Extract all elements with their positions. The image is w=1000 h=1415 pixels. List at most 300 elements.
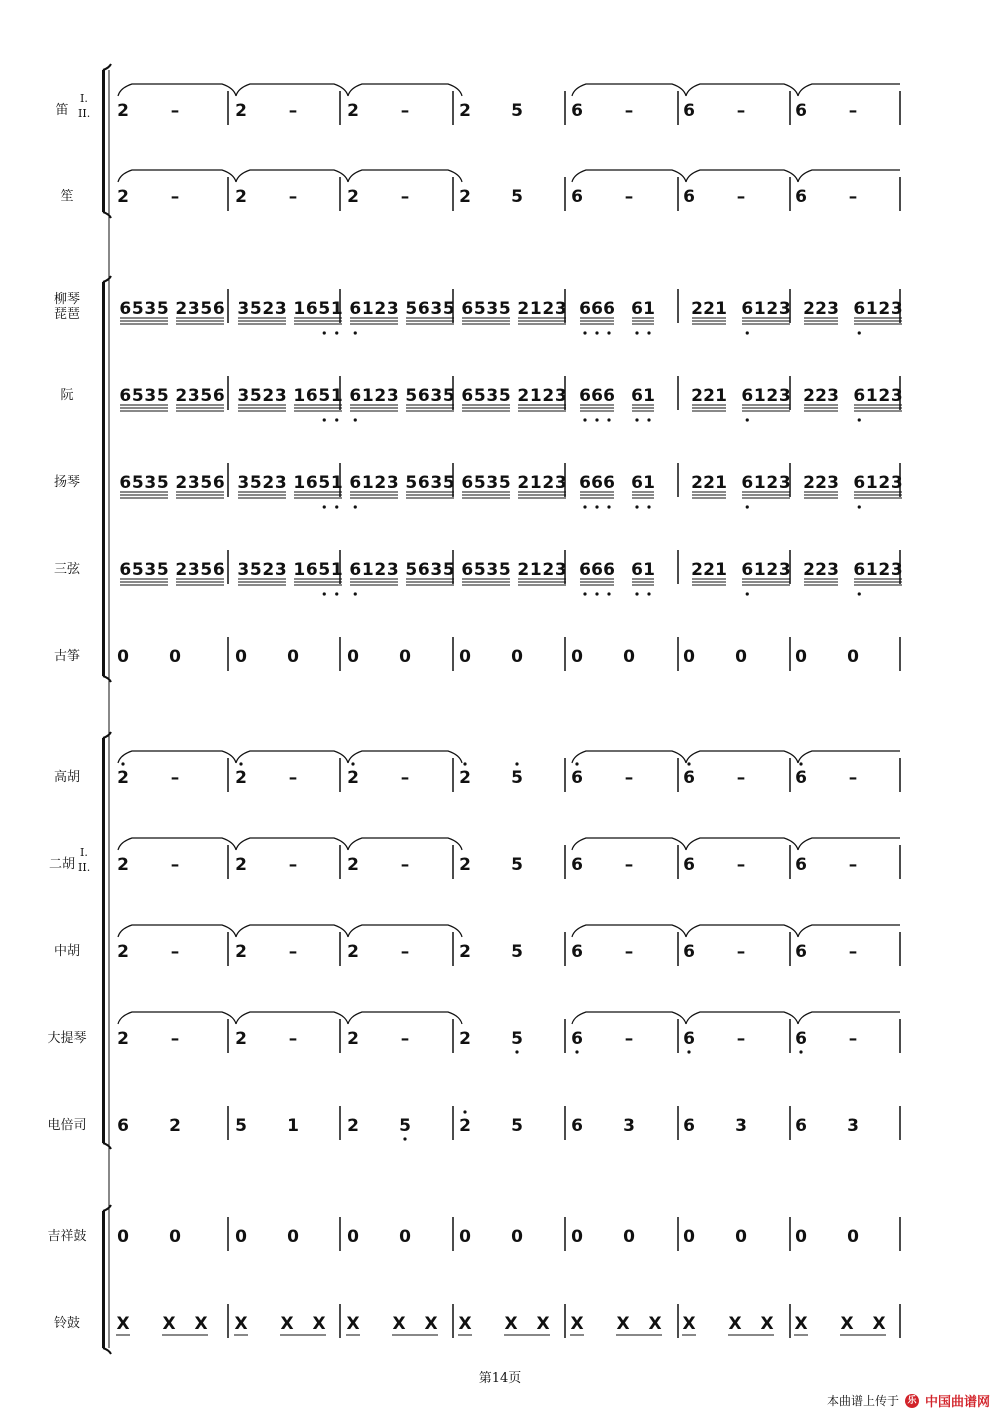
sixteenth-group — [461, 386, 510, 411]
sixteenth-group — [691, 299, 727, 324]
instrument-label-2: 琵琶 — [53, 307, 81, 322]
sixteenth-group — [119, 560, 168, 585]
octave-dot — [463, 1110, 466, 1113]
octave-dot — [323, 505, 326, 508]
note: 1 — [753, 473, 766, 493]
measure-3 — [349, 560, 454, 596]
hold-dash: – — [624, 187, 634, 207]
measure-6 — [683, 101, 745, 121]
note: 0 — [735, 1227, 747, 1247]
note: 6 — [795, 101, 807, 121]
octave-dot — [746, 331, 749, 334]
measure-5 — [579, 386, 655, 422]
measure-4 — [459, 647, 523, 667]
note: 5 — [131, 473, 144, 493]
hit: X — [682, 1314, 696, 1334]
hold-dash: – — [848, 768, 858, 788]
note: 3 — [554, 473, 567, 493]
hold-dash: – — [288, 942, 298, 962]
note: 6 — [305, 473, 318, 493]
hit: X — [570, 1314, 584, 1334]
octave-dot — [746, 592, 749, 595]
note: 6 — [631, 299, 643, 319]
note: 6 — [119, 386, 132, 406]
measure-3 — [347, 1227, 411, 1247]
slur — [348, 751, 462, 763]
octave-dot — [515, 762, 518, 765]
measure-7 — [795, 855, 857, 875]
note: 2 — [235, 855, 247, 875]
slur — [118, 925, 236, 937]
bracket-bar — [102, 738, 105, 1143]
note: 1 — [865, 473, 878, 493]
slur — [798, 751, 900, 763]
octave-dot — [799, 1050, 802, 1053]
measure-5 — [571, 647, 635, 667]
note: 2 — [459, 942, 471, 962]
note: 2 — [117, 187, 129, 207]
note: 2 — [878, 386, 891, 406]
octave-dot — [595, 592, 598, 595]
note: 1 — [361, 560, 374, 580]
hit: X — [840, 1314, 854, 1334]
hold-dash: – — [400, 855, 410, 875]
sixteenth-group — [579, 473, 615, 509]
octave-dot — [647, 505, 650, 508]
sixteenth-group — [853, 299, 902, 335]
note: 2 — [815, 299, 827, 319]
note: 6 — [212, 560, 225, 580]
staff-sheng — [60, 170, 900, 211]
note: 5 — [511, 187, 523, 207]
measure-5 — [571, 1029, 633, 1054]
measure-4 — [459, 101, 523, 121]
note: 6 — [741, 386, 754, 406]
note: 3 — [187, 386, 200, 406]
note: 2 — [766, 299, 779, 319]
note: 2 — [175, 386, 188, 406]
slur — [118, 84, 236, 96]
note: 2 — [117, 768, 129, 788]
note: 5 — [442, 299, 455, 319]
note: 2 — [347, 101, 359, 121]
octave-dot — [647, 331, 650, 334]
bracket-hook-bottom — [103, 212, 111, 218]
note: 3 — [187, 560, 200, 580]
measure-2 — [235, 1227, 299, 1247]
note: 1 — [865, 386, 878, 406]
note: 2 — [703, 473, 715, 493]
note: 6 — [853, 386, 866, 406]
note: 3 — [554, 299, 567, 319]
note: 1 — [865, 299, 878, 319]
note: 5 — [131, 560, 144, 580]
sixteenth-group — [175, 473, 224, 498]
note: 3 — [274, 386, 287, 406]
note: 5 — [405, 560, 418, 580]
slur — [572, 838, 686, 850]
octave-dot — [595, 505, 598, 508]
note: 2 — [235, 187, 247, 207]
octave-dot — [583, 418, 586, 421]
hold-dash: – — [624, 855, 634, 875]
bracket-hook-top — [103, 732, 111, 738]
note: 5 — [405, 473, 418, 493]
note: 6 — [795, 768, 807, 788]
measure-4 — [459, 855, 523, 875]
note: 1 — [293, 473, 306, 493]
note: 2 — [235, 101, 247, 121]
measure-6 — [683, 855, 745, 875]
measure-5 — [571, 855, 633, 875]
sixteenth-group — [349, 299, 398, 335]
note: 2 — [169, 1116, 181, 1136]
note: 6 — [603, 473, 615, 493]
staff-dianbeisi — [47, 1106, 900, 1141]
hold-dash: – — [736, 1029, 746, 1049]
note: 6 — [853, 560, 866, 580]
note: 5 — [511, 1029, 523, 1049]
slur — [348, 925, 462, 937]
note: 0 — [347, 1227, 359, 1247]
sixteenth-group — [517, 386, 566, 411]
note: 2 — [262, 386, 275, 406]
hit: X — [194, 1314, 208, 1334]
note: 5 — [318, 560, 331, 580]
measure-1 — [117, 1029, 179, 1049]
note: 0 — [287, 647, 299, 667]
note: 0 — [287, 1227, 299, 1247]
note: 3 — [623, 1116, 635, 1136]
note: 2 — [262, 560, 275, 580]
measure-3 — [347, 855, 409, 875]
staff-jixianggu — [47, 1217, 900, 1251]
measure-1 — [117, 855, 179, 875]
note: 3 — [827, 299, 839, 319]
octave-dot — [746, 505, 749, 508]
measure-4 — [459, 187, 523, 207]
note: 0 — [459, 1227, 471, 1247]
instrument-label: 阮 — [60, 388, 74, 403]
note: 3 — [386, 473, 399, 493]
octave-dot — [746, 418, 749, 421]
note: 2 — [691, 386, 703, 406]
measure-7 — [795, 1227, 859, 1247]
measure-2 — [235, 762, 297, 788]
note: 6 — [461, 386, 474, 406]
note: 6 — [683, 768, 695, 788]
measure-7 — [803, 299, 903, 335]
hold-dash: – — [624, 768, 634, 788]
sixteenth-group — [119, 473, 168, 498]
measure-4 — [461, 473, 566, 498]
slur — [118, 751, 236, 763]
measure-2 — [237, 386, 342, 422]
note: 2 — [766, 386, 779, 406]
note: 2 — [878, 299, 891, 319]
hold-dash: – — [736, 855, 746, 875]
note: 1 — [330, 299, 343, 319]
note: 2 — [117, 1029, 129, 1049]
note: 3 — [144, 299, 157, 319]
note: 6 — [461, 299, 474, 319]
note: 2 — [691, 560, 703, 580]
octave-dot — [687, 762, 690, 765]
measure-6 — [683, 1227, 747, 1247]
note: 2 — [815, 560, 827, 580]
note: 2 — [459, 101, 471, 121]
bracket-hook-top — [103, 276, 111, 282]
note: 6 — [349, 473, 362, 493]
note: 1 — [643, 560, 655, 580]
note: 2 — [878, 473, 891, 493]
note: 6 — [741, 560, 754, 580]
note: 6 — [349, 299, 362, 319]
octave-dot — [607, 418, 610, 421]
note: 5 — [131, 299, 144, 319]
octave-dot — [595, 418, 598, 421]
octave-dot — [635, 505, 638, 508]
hit: X — [794, 1314, 808, 1334]
hold-dash: – — [848, 1029, 858, 1049]
sixteenth-group — [853, 560, 902, 596]
note: 2 — [803, 560, 815, 580]
octave-dot — [858, 418, 861, 421]
sixteenth-group — [803, 560, 839, 585]
sixteenth-group — [803, 386, 839, 411]
measure-5 — [571, 101, 633, 121]
note: 3 — [486, 386, 499, 406]
note: 2 — [374, 560, 387, 580]
slur — [798, 1012, 900, 1024]
hold-dash: – — [170, 1029, 180, 1049]
note: 6 — [349, 386, 362, 406]
sixteenth-group — [631, 560, 655, 596]
octave-dot — [647, 592, 650, 595]
note: 0 — [169, 1227, 181, 1247]
note: 6 — [741, 473, 754, 493]
note: 5 — [511, 855, 523, 875]
measure-5 — [571, 1227, 635, 1247]
note: 3 — [237, 473, 250, 493]
measure-7 — [795, 101, 857, 121]
note: 3 — [735, 1116, 747, 1136]
hold-dash: – — [848, 942, 858, 962]
note: 2 — [459, 768, 471, 788]
sixteenth-group — [517, 560, 566, 585]
note: 6 — [119, 299, 132, 319]
note: 2 — [766, 560, 779, 580]
note: 2 — [374, 299, 387, 319]
hold-dash: – — [288, 768, 298, 788]
note: 3 — [144, 386, 157, 406]
note: 2 — [175, 560, 188, 580]
note: 2 — [175, 299, 188, 319]
note: 3 — [486, 473, 499, 493]
measure-1 — [119, 473, 224, 498]
instrument-label: 笙 — [60, 189, 74, 204]
hit: X — [392, 1314, 406, 1334]
measure-4 — [459, 1227, 523, 1247]
note: 6 — [417, 473, 430, 493]
measure-7 — [803, 560, 903, 596]
measure-7 — [795, 942, 857, 962]
note: 1 — [753, 560, 766, 580]
octave-dot — [635, 418, 638, 421]
staff-liuqin — [54, 289, 903, 335]
hit: X — [234, 1314, 248, 1334]
note: 6 — [305, 386, 318, 406]
octave-dot — [335, 418, 338, 421]
note: 2 — [803, 299, 815, 319]
measure-6 — [683, 647, 747, 667]
measure-5 — [571, 1116, 635, 1136]
note: 3 — [827, 386, 839, 406]
hit: X — [760, 1314, 774, 1334]
measure-3 — [347, 1116, 411, 1141]
sixteenth-group — [691, 560, 727, 585]
note: 6 — [795, 942, 807, 962]
slur — [686, 1012, 798, 1024]
note: 1 — [529, 560, 542, 580]
note: 3 — [430, 299, 443, 319]
hit: X — [616, 1314, 630, 1334]
note: 6 — [853, 473, 866, 493]
octave-dot — [323, 592, 326, 595]
measure-6 — [682, 1314, 774, 1335]
slur — [572, 170, 686, 182]
note: 5 — [511, 942, 523, 962]
note: 1 — [715, 473, 727, 493]
slur — [348, 1012, 462, 1024]
octave-dot — [647, 418, 650, 421]
note: 6 — [571, 942, 583, 962]
note: 5 — [249, 473, 262, 493]
instrument-label: 高胡 — [53, 770, 81, 785]
note: 5 — [249, 560, 262, 580]
note: 0 — [623, 647, 635, 667]
note: 0 — [795, 1227, 807, 1247]
note: 0 — [795, 647, 807, 667]
note: 5 — [442, 560, 455, 580]
note: 5 — [498, 386, 511, 406]
staff-datiqin — [47, 1012, 900, 1054]
note: 5 — [405, 386, 418, 406]
measure-5 — [579, 299, 655, 335]
measure-7 — [795, 647, 859, 667]
octave-dot — [858, 505, 861, 508]
note: 6 — [305, 299, 318, 319]
hold-dash: – — [288, 1029, 298, 1049]
note: 2 — [235, 1029, 247, 1049]
slur — [348, 838, 462, 850]
page-number: 第14页 — [478, 1371, 522, 1386]
hold-dash: – — [848, 101, 858, 121]
sixteenth-group — [405, 299, 454, 324]
note: 6 — [579, 386, 591, 406]
note: 2 — [117, 942, 129, 962]
sixteenth-group — [741, 299, 790, 335]
staff-gaohu — [54, 751, 900, 792]
octave-dot — [351, 762, 354, 765]
note: 5 — [131, 386, 144, 406]
sixteenth-group — [293, 560, 342, 596]
staff-ruan — [60, 376, 902, 422]
hold-dash: – — [288, 855, 298, 875]
note: 2 — [766, 473, 779, 493]
note: 1 — [753, 299, 766, 319]
slur — [572, 1012, 686, 1024]
measure-7 — [795, 187, 857, 207]
sixteenth-group — [349, 473, 398, 509]
note: 2 — [815, 386, 827, 406]
measure-2 — [235, 1116, 299, 1136]
note: 1 — [643, 299, 655, 319]
hit: X — [728, 1314, 742, 1334]
note: 6 — [683, 101, 695, 121]
slur — [686, 925, 798, 937]
note: 5 — [442, 386, 455, 406]
note: 2 — [815, 473, 827, 493]
measure-4 — [461, 560, 566, 585]
note: 0 — [511, 647, 523, 667]
note: 6 — [119, 473, 132, 493]
note: 6 — [212, 386, 225, 406]
sixteenth-group — [461, 560, 510, 585]
hold-dash: – — [736, 942, 746, 962]
instrument-label: 大提琴 — [47, 1031, 87, 1046]
measure-2 — [235, 942, 297, 962]
voice-label-1: I. — [80, 92, 88, 105]
sixteenth-group — [237, 299, 286, 324]
note: 2 — [235, 768, 247, 788]
note: 2 — [347, 768, 359, 788]
measure-1 — [117, 942, 179, 962]
octave-dot — [583, 592, 586, 595]
note: 0 — [399, 647, 411, 667]
note: 6 — [591, 473, 603, 493]
hold-dash: – — [170, 101, 180, 121]
note: 2 — [542, 473, 555, 493]
note: 5 — [156, 473, 169, 493]
octave-dot — [583, 331, 586, 334]
measure-5 — [570, 1314, 662, 1335]
note: 6 — [461, 560, 474, 580]
note: 6 — [683, 1029, 695, 1049]
staff-linggu — [54, 1304, 900, 1338]
note: 1 — [293, 386, 306, 406]
bracket-hook-bottom — [103, 676, 111, 682]
octave-dot — [335, 331, 338, 334]
octave-dot — [354, 592, 357, 595]
hold-dash: – — [400, 187, 410, 207]
sixteenth-group — [461, 473, 510, 498]
octave-dot — [354, 331, 357, 334]
note: 1 — [643, 473, 655, 493]
note: 0 — [235, 647, 247, 667]
measure-4 — [459, 1110, 523, 1136]
note: 6 — [631, 473, 643, 493]
slur — [572, 84, 686, 96]
measure-2 — [235, 101, 297, 121]
note: 5 — [156, 299, 169, 319]
note: 3 — [187, 299, 200, 319]
note: 3 — [274, 299, 287, 319]
note: 1 — [293, 560, 306, 580]
site-logo-icon: 乐 — [905, 1394, 919, 1408]
note: 2 — [517, 473, 530, 493]
site-name[interactable]: 中国曲谱网 — [924, 1395, 990, 1410]
